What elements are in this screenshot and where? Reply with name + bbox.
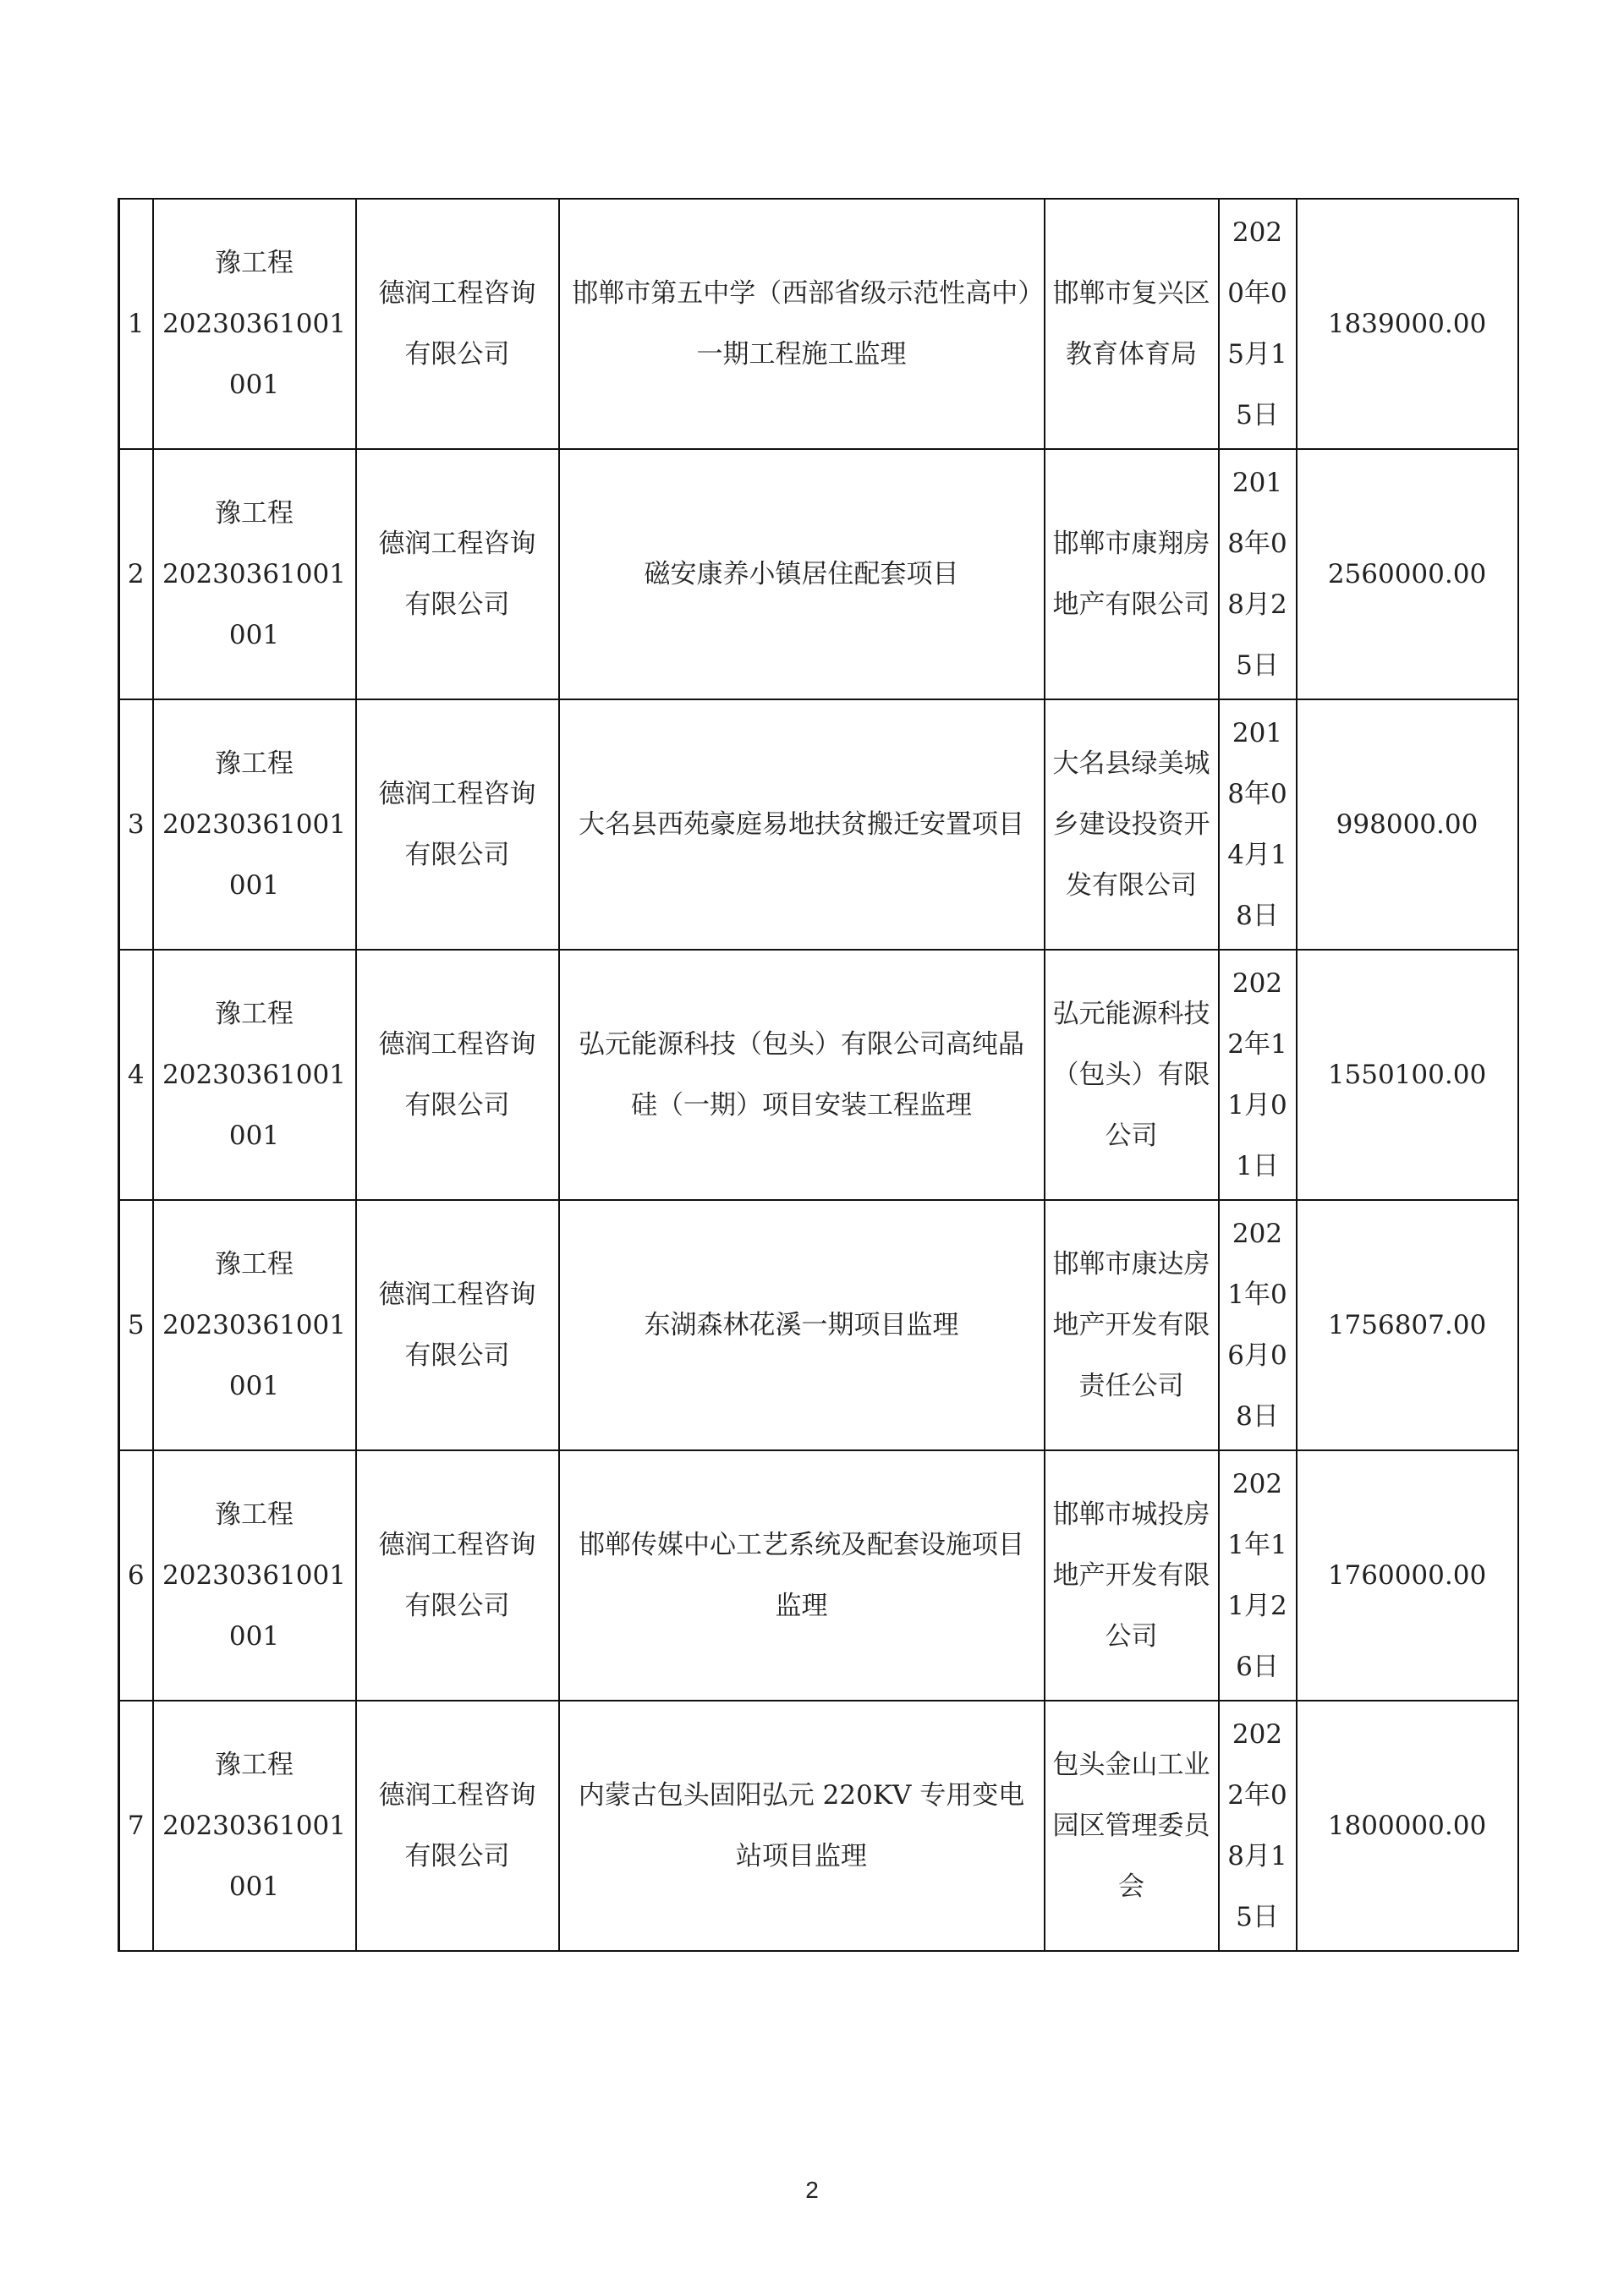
table-row	[119, 199, 1518, 449]
project-name: 弘元能源科技（包头）有限公司高纯晶硅（一期）项目安装工程监理	[559, 950, 1045, 1200]
contract-date: 2021年11月26日	[1219, 1450, 1297, 1701]
cert-prefix: 豫工程	[215, 248, 294, 278]
company-line2: 有限公司	[404, 840, 510, 870]
cert-prefix: 豫工程	[215, 1750, 294, 1780]
table-row	[119, 449, 1518, 699]
client-name: 邯郸市康翔房地产有限公司	[1045, 449, 1219, 699]
company-line1: 德润工程咨询	[378, 1780, 536, 1811]
company-line1: 德润工程咨询	[378, 1530, 536, 1560]
cert-prefix: 豫工程	[215, 999, 294, 1029]
cert-cell	[153, 1200, 356, 1450]
table-row	[119, 1450, 1518, 1701]
row-seq: 4	[119, 950, 153, 1200]
cert-cell	[153, 1450, 356, 1701]
cert-number: 20230361001001	[162, 1811, 346, 1902]
table-row	[119, 950, 1518, 1200]
row-seq: 5	[119, 1200, 153, 1450]
contract-date: 2022年08月15日	[1219, 1701, 1297, 1951]
company-line2: 有限公司	[404, 339, 510, 370]
table-row	[119, 1701, 1518, 1951]
cert-number: 20230361001001	[162, 809, 346, 901]
cert-prefix: 豫工程	[215, 498, 294, 529]
cert-cell	[153, 1701, 356, 1951]
cert-number: 20230361001001	[162, 1060, 346, 1151]
contract-amount: 1760000.00	[1297, 1450, 1518, 1701]
cert-number: 20230361001001	[162, 1560, 346, 1652]
company-cell	[356, 199, 559, 449]
project-name: 邯郸市第五中学（西部省级示范性高中）一期工程施工监理	[559, 199, 1045, 449]
contract-amount: 1839000.00	[1297, 199, 1518, 449]
client-name: 邯郸市城投房地产开发有限公司	[1045, 1450, 1219, 1701]
row-seq: 3	[119, 699, 153, 950]
client-name: 邯郸市康达房地产开发有限责任公司	[1045, 1200, 1219, 1450]
project-name: 邯郸传媒中心工艺系统及配套设施项目监理	[559, 1450, 1045, 1701]
client-name: 包头金山工业园区管理委员会	[1045, 1701, 1219, 1951]
cert-prefix: 豫工程	[215, 1499, 294, 1530]
contract-date: 2021年06月08日	[1219, 1200, 1297, 1450]
company-line1: 德润工程咨询	[378, 529, 536, 559]
company-cell	[356, 1450, 559, 1701]
client-name: 大名县绿美城乡建设投资开发有限公司	[1045, 699, 1219, 950]
company-cell	[356, 950, 559, 1200]
contract-date: 2020年05月15日	[1219, 199, 1297, 449]
company-cell	[356, 1701, 559, 1951]
contract-amount: 1800000.00	[1297, 1701, 1518, 1951]
project-name: 磁安康养小镇居住配套项目	[559, 449, 1045, 699]
company-cell	[356, 1200, 559, 1450]
page-number: 2	[805, 2177, 819, 2203]
records-body	[119, 199, 1518, 1951]
cert-number: 20230361001001	[162, 559, 346, 650]
project-name: 内蒙古包头固阳弘元 220KV 专用变电站项目监理	[559, 1701, 1045, 1951]
row-seq: 6	[119, 1450, 153, 1701]
row-seq: 2	[119, 449, 153, 699]
company-line1: 德润工程咨询	[378, 1280, 536, 1310]
cert-number: 20230361001001	[162, 1310, 346, 1401]
company-cell	[356, 699, 559, 950]
cert-cell	[153, 199, 356, 449]
table-row	[119, 1200, 1518, 1450]
contract-amount: 1756807.00	[1297, 1200, 1518, 1450]
contract-date: 2018年04月18日	[1219, 699, 1297, 950]
company-line1: 德润工程咨询	[378, 1029, 536, 1060]
project-name: 大名县西苑豪庭易地扶贫搬迁安置项目	[559, 699, 1045, 950]
company-cell	[356, 449, 559, 699]
cert-cell	[153, 449, 356, 699]
client-name: 邯郸市复兴区教育体育局	[1045, 199, 1219, 449]
row-seq: 7	[119, 1701, 153, 1951]
cert-cell	[153, 699, 356, 950]
project-name: 东湖森林花溪一期项目监理	[559, 1200, 1045, 1450]
project-records-table	[118, 198, 1519, 1952]
cert-prefix: 豫工程	[215, 1249, 294, 1280]
contract-date: 2022年11月01日	[1219, 950, 1297, 1200]
company-line1: 德润工程咨询	[378, 278, 536, 309]
contract-amount: 1550100.00	[1297, 950, 1518, 1200]
contract-amount: 2560000.00	[1297, 449, 1518, 699]
company-line1: 德润工程咨询	[378, 779, 536, 809]
company-line2: 有限公司	[404, 1340, 510, 1371]
row-seq: 1	[119, 199, 153, 449]
contract-amount: 998000.00	[1297, 699, 1518, 950]
company-line2: 有限公司	[404, 589, 510, 620]
client-name: 弘元能源科技（包头）有限公司	[1045, 950, 1219, 1200]
cert-prefix: 豫工程	[215, 748, 294, 779]
table-row	[119, 699, 1518, 950]
cert-cell	[153, 950, 356, 1200]
company-line2: 有限公司	[404, 1090, 510, 1121]
cert-number: 20230361001001	[162, 309, 346, 400]
contract-date: 2018年08月25日	[1219, 449, 1297, 699]
company-line2: 有限公司	[404, 1591, 510, 1621]
company-line2: 有限公司	[404, 1841, 510, 1871]
